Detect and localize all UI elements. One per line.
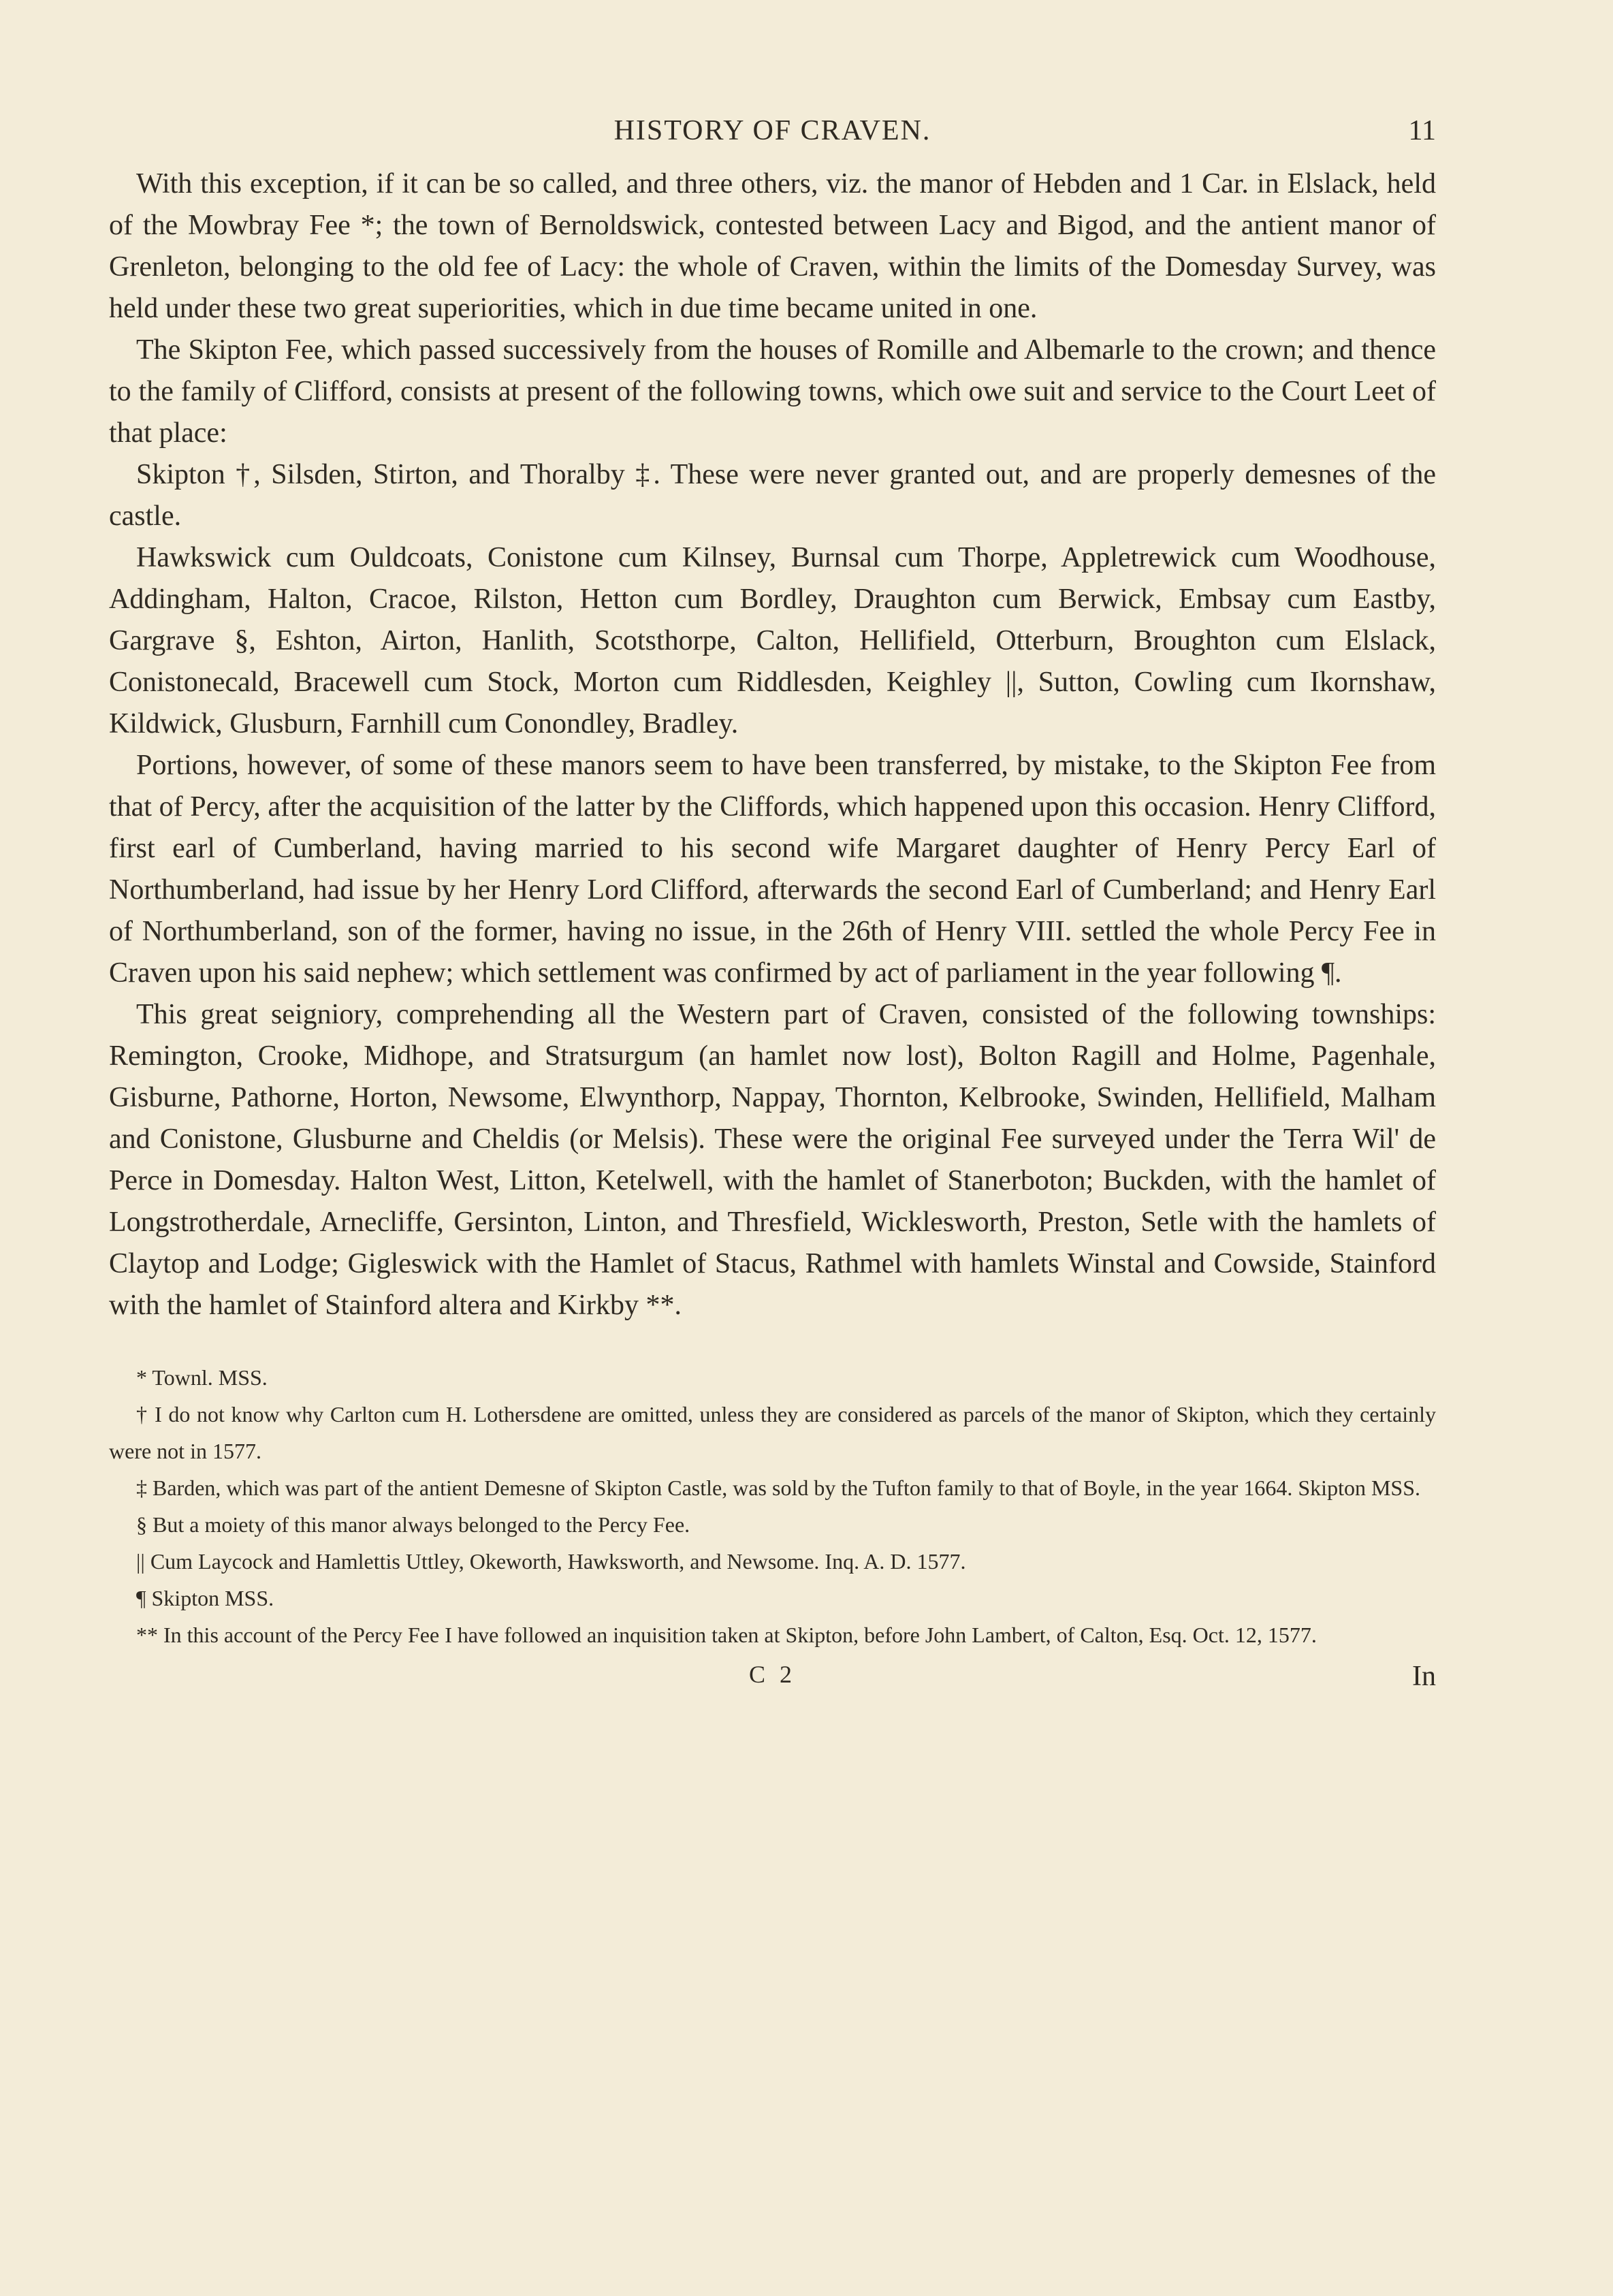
paragraph: Portions, however, of some of these manors seem to have been transferred, by mistake, to the Skipton Fee from that of Percy, after the acquisition of the latter by the Cliffords, which happened upon this occasion. Henry Clifford, first earl of Cumberland, having married to his second wife Margaret daughter of Henry Percy Earl of Northumberland, had issue by her Henry Lord Clifford, afterwards the second Earl of Cumberland; and Henry Earl of Northumberland, son of the former, having no issue, in the 26th of Henry VIII. settled the whole Percy Fee in Craven upon his said nephew; which settlement was confirmed by act of parliament in the year following ¶. bbox=[109, 750, 1436, 989]
body-text bbox=[109, 163, 1436, 1326]
paragraph: With this exception, if it can be so called, and three others, viz. the manor of Hebden and 1 Car. in Elslack, held of the Mowbray Fee *; the town of Bernoldswick, contested between Lacy and Bigod, and the antient manor of Grenleton, belonging to the old fee of Lacy: the whole of Craven, within the limits of the Domesday Survey, was held under these two great superiorities, which in due time became united in one. bbox=[109, 168, 1436, 324]
footnote: || Cum Laycock and Hamlettis Uttley, Okeworth, Hawksworth, and Newsome. Inq. A. D. 1577. bbox=[136, 1549, 966, 1574]
running-title: HISTORY OF CRAVEN. bbox=[613, 115, 931, 146]
footnotes bbox=[109, 1359, 1436, 1653]
footnote: ** In this account of the Percy Fee I have followed an inquisition taken at Skipton, before John Lambert, of Calton, Esq. Oct. 12, 1577. bbox=[136, 1623, 1317, 1647]
paragraph: Hawkswick cum Ouldcoats, Conistone cum Kilnsey, Burnsal cum Thorpe, Appletrewick cum Woodhouse, Addingham, Halton, Cracoe, Rilston, Hetton cum Bordley, Draughton cum Berwick, Embsay cum Eastby, Gargrave §, Eshton, Airton, Hanlith, Scotsthorpe, Calton, Hellifield, Otterburn, Broughton cum Elslack, Conistonecald, Bracewell cum Stock, Morton cum Riddlesden, Keighley ||, Sutton, Cowling cum Ikornshaw, Kildwick, Glusburn, Farnhill cum Conondley, Bradley. bbox=[109, 542, 1436, 739]
footnote: * Townl. MSS. bbox=[136, 1365, 268, 1390]
page-footer bbox=[109, 1660, 1436, 1708]
catchword: In bbox=[1412, 1661, 1436, 1692]
footnote: ‡ Barden, which was part of the antient Demesne of Skipton Castle, was sold by the Tufton family to that of Boyle, in the year 1664. Skipton MSS. bbox=[136, 1476, 1420, 1500]
footnote: § But a moiety of this manor always belonged to the Percy Fee. bbox=[136, 1512, 690, 1537]
footnote: ¶ Skipton MSS. bbox=[136, 1586, 274, 1610]
paragraph: Skipton †, Silsden, Stirton, and Thoralby ‡. These were never granted out, and are properly demesnes of the castle. bbox=[109, 459, 1436, 532]
footnote: † I do not know why Carlton cum H. Lothersdene are omitted, unless they are considered as parcels of the manor of Skipton, which they certainly were not in 1577. bbox=[109, 1402, 1436, 1463]
paragraph: The Skipton Fee, which passed successively from the houses of Romille and Albemarle to the crown; and thence to the family of Clifford, consists at present of the following towns, which owe suit and service to the Court Leet of that place: bbox=[109, 334, 1436, 449]
paragraph: This great seigniory, comprehending all the Western part of Craven, consisted of the following townships: Remington, Crooke, Midhope, and Stratsurgum (an hamlet now lost), Bolton Ragill and Holme, Pagenhale, Gisburne, Pathorne, Horton, Newsome, Elwynthorp, Nappay, Thornton, Kelbrooke, Swinden, Hellifield, Malham and Conistone, Glusburne and Cheldis (or Melsis). These were the original Fee surveyed under the Terra Wil' de Perce in Domesday. Halton West, Litton, Ketelwell, with the hamlet of Stanerboton; Buckden, with the hamlet of Longstrotherdale, Arnecliffe, Gersinton, Linton, and Thresfield, Wicklesworth, Preston, Setle with the hamlets of Claytop and Lodge; Gigleswick with the Hamlet of Stacus, Rathmel with hamlets Winstal and Cowside, Stainford with the hamlet of Stainford altera and Kirkby **. bbox=[109, 999, 1436, 1321]
signature-mark: C 2 bbox=[748, 1661, 796, 1688]
page-number: 11 bbox=[1408, 115, 1436, 146]
page-header bbox=[109, 102, 1436, 163]
